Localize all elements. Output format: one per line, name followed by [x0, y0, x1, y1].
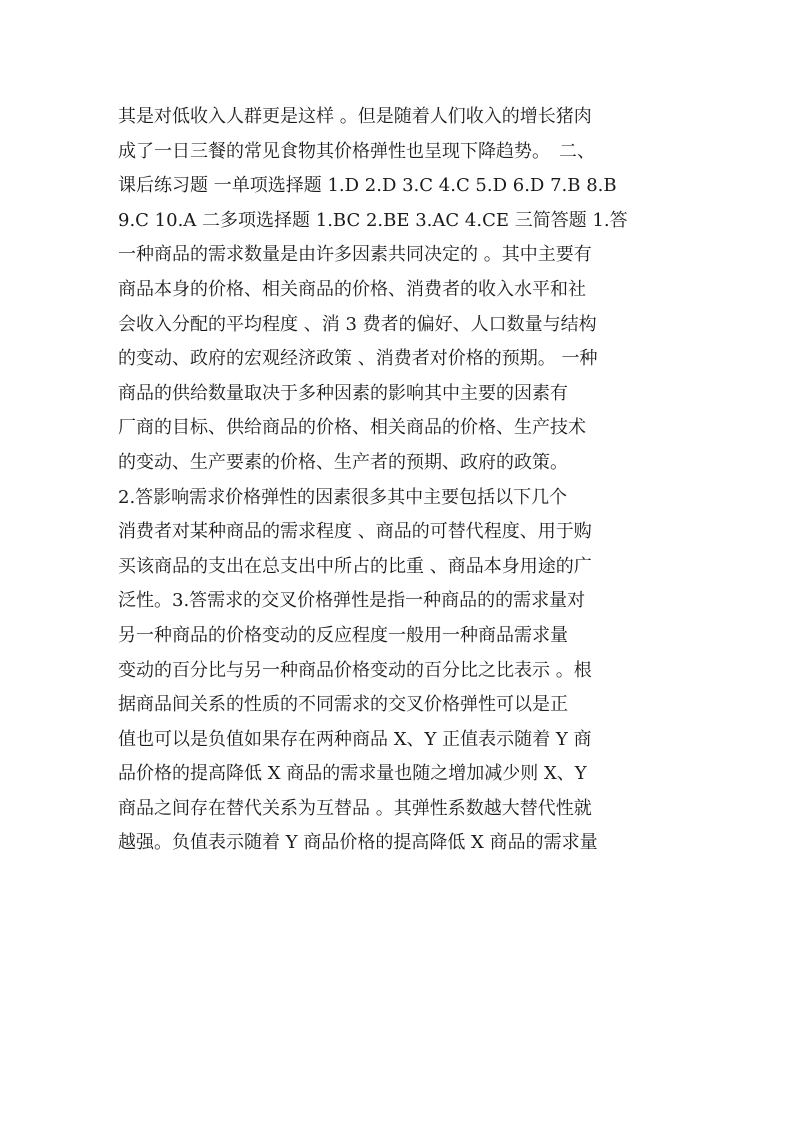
text-line-14: 买该商品的支出在总支出中所占的比重 、商品本身用途的广: [118, 555, 592, 577]
text-line-18: 据商品间关系的性质的不同需求的交叉价格弹性可以是正: [118, 694, 568, 716]
text-line-8: 的变动、政府的宏观经济政策 、消费者对价格的预期。 一种: [118, 348, 598, 370]
text-line-9: 商品的供给数量取决于多种因素的影响其中主要的因素有: [118, 382, 568, 404]
text-line-12: 2.答影响需求价格弹性的因素很多其中主要包括以下几个: [118, 486, 568, 508]
text-line-4: 9.C 10.A 二多项选择题 1.BC 2.BE 3.AC 4.CE 三简答题 1.答: [118, 209, 628, 231]
text-line-10: 厂商的目标、供给商品的价格、相关商品的价格、生产技术: [118, 417, 586, 439]
text-line-3: 课后练习题 一单项选择题 1.D 2.D 3.C 4.C 5.D 6.D 7.B 8.B: [118, 175, 617, 197]
body-text: [118, 100, 688, 861]
text-line-5: 一种商品的需求数量是由许多因素共同决定的 。其中主要有: [118, 244, 592, 266]
text-line-21: 商品之间存在替代关系为互替品 。其弹性系数越大替代性就: [118, 797, 592, 819]
text-line-19: 值也可以是负值如果存在两种商品 X、Y 正值表示随着 Y 商: [118, 728, 592, 750]
text-line-16: 另一种商品的价格变动的反应程度一般用一种商品需求量: [118, 624, 568, 646]
text-line-20: 品价格的提高降低 X 商品的需求量也随之增加减少则 X、Y: [118, 763, 587, 785]
text-line-13: 消费者对某种商品的需求程度 、商品的可替代程度、用于购: [118, 521, 592, 543]
text-line-17: 变动的百分比与另一种商品价格变动的百分比之比表示 。根: [118, 659, 592, 681]
text-line-22: 越强。负值表示随着 Y 商品价格的提高降低 X 商品的需求量: [118, 832, 598, 854]
text-line-15: 泛性。3.答需求的交叉价格弹性是指一种商品的的需求量对: [118, 590, 586, 612]
text-line-2: 成了一日三餐的常见食物其价格弹性也呈现下降趋势。 二、: [118, 140, 595, 162]
text-line-6: 商品本身的价格、相关商品的价格、消费者的收入水平和社: [118, 278, 586, 300]
text-line-1: 其是对低收入人群更是这样 。但是随着人们收入的增长猪肉: [118, 106, 592, 127]
text-line-7: 会收入分配的平均程度 、消 3 费者的偏好、人口数量与结构: [118, 313, 597, 335]
text-line-11: 的变动、生产要素的价格、生产者的预期、政府的政策。: [118, 451, 568, 473]
